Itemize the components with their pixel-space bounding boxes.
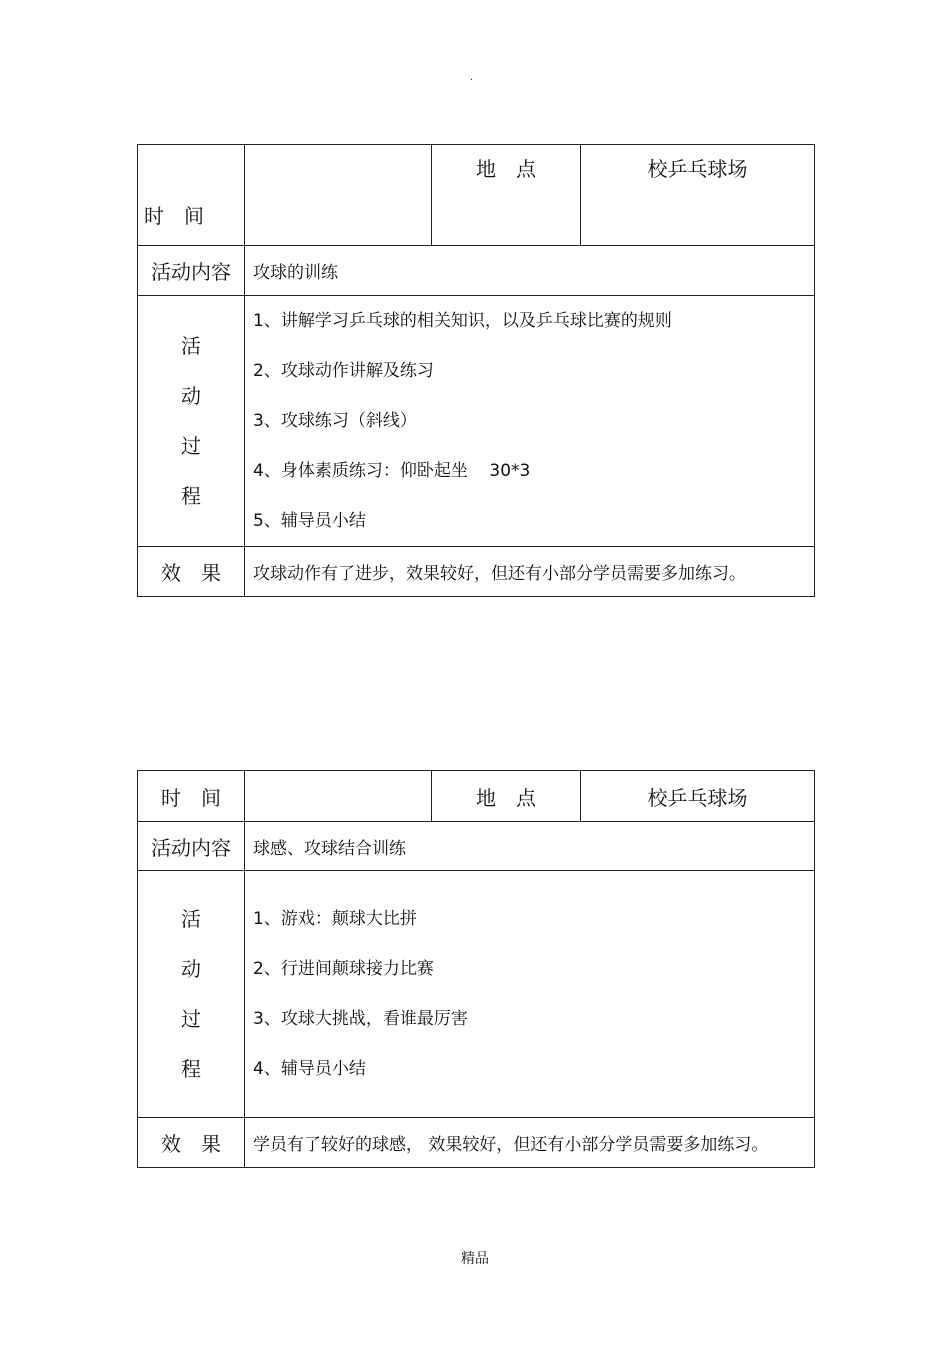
- place-label: 地 点: [432, 145, 581, 246]
- process-step: 1、讲解学习乒乓球的相关知识，以及乒乓球比赛的规则: [253, 311, 672, 331]
- process-step: 2、攻球动作讲解及练习: [253, 361, 434, 381]
- content-value: 球感、攻球结合训练: [245, 822, 815, 871]
- time-label: 时 间: [138, 771, 245, 822]
- process-label-char: 过: [181, 434, 201, 458]
- process-row: [138, 296, 815, 547]
- process-label-char: 动: [181, 957, 201, 981]
- effect-row: [138, 547, 815, 597]
- process-label-char: 过: [181, 1007, 201, 1031]
- content-label: 活动内容: [138, 246, 245, 296]
- page-footer: 精品: [461, 1251, 489, 1267]
- process-label: [138, 296, 245, 547]
- page-marker-dot: ·: [470, 75, 474, 86]
- process-label-char: 活: [181, 334, 201, 358]
- process-step: 4、辅导员小结: [253, 1059, 366, 1079]
- process-label-char: 程: [181, 1057, 201, 1081]
- effect-value: 学员有了较好的球感， 效果较好，但还有小部分学员需要多加练习。: [245, 1118, 815, 1168]
- effect-label: 效 果: [138, 1118, 245, 1168]
- process-step: 3、攻球练习（斜线）: [253, 411, 417, 431]
- process-row: [138, 871, 815, 1118]
- activity-record-table-1: [137, 144, 815, 597]
- process-step: 2、行进间颠球接力比赛: [253, 959, 434, 979]
- process-steps: [245, 871, 815, 1118]
- place-value: 校乒乓球场: [581, 145, 815, 246]
- activity-record-table-2: [137, 770, 815, 1168]
- place-value: 校乒乓球场: [581, 771, 815, 822]
- time-place-row: [138, 145, 815, 246]
- process-label-char: 程: [181, 484, 201, 508]
- effect-value: 攻球动作有了进步，效果较好，但还有小部分学员需要多加练习。: [245, 547, 815, 597]
- content-row: [138, 246, 815, 296]
- process-step: 5、辅导员小结: [253, 511, 366, 531]
- process-step: 1、游戏：颠球大比拼: [253, 909, 417, 929]
- process-label-char: 动: [181, 384, 201, 408]
- time-place-row: [138, 771, 815, 822]
- time-label: 时 间: [138, 145, 245, 246]
- time-value: [245, 771, 432, 822]
- effect-label: 效 果: [138, 547, 245, 597]
- content-label: 活动内容: [138, 822, 245, 871]
- content-value: 攻球的训练: [245, 246, 815, 296]
- content-row: [138, 822, 815, 871]
- process-steps: [245, 296, 815, 547]
- process-step: 4、身体素质练习：仰卧起坐 30*3: [253, 461, 531, 481]
- process-label-char: 活: [181, 907, 201, 931]
- process-label: [138, 871, 245, 1118]
- effect-row: [138, 1118, 815, 1168]
- time-value: [245, 145, 432, 246]
- place-label: 地 点: [432, 771, 581, 822]
- process-step: 3、攻球大挑战，看谁最厉害: [253, 1009, 468, 1029]
